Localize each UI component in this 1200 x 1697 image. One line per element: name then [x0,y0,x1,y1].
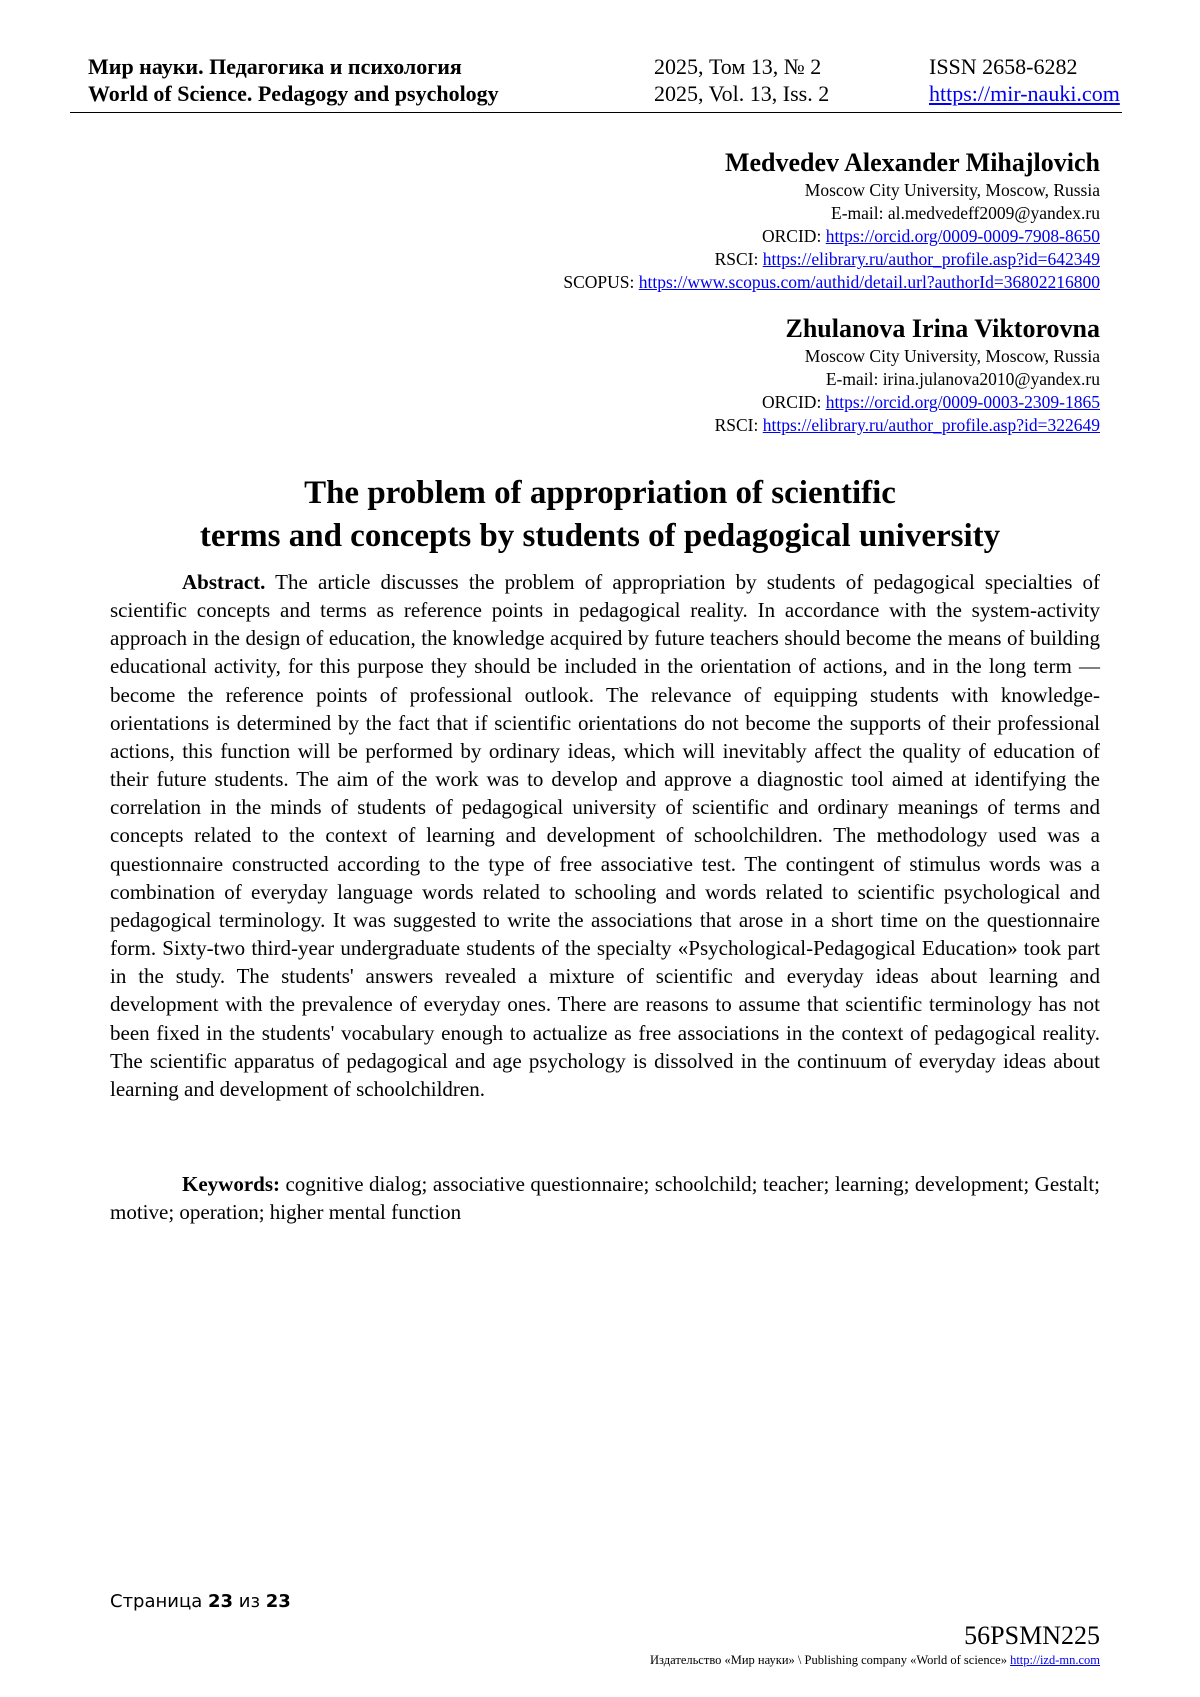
abstract-label: Abstract. [182,570,266,594]
author-email-line [200,368,1100,391]
publisher-text: Издательство «Мир науки» \ Publishing company «World of science» [650,1653,1011,1667]
author-orcid-line [200,391,1100,414]
orcid-label: ORCID: [762,226,826,246]
author-email-line [200,202,1100,225]
page-separator: из [233,1591,266,1612]
orcid-link[interactable]: https://orcid.org/0009-0009-7908-8650 [825,226,1100,246]
publisher-link[interactable]: http://izd-mn.com [1010,1653,1100,1667]
rsci-label: RSCI: [714,415,763,435]
author-name: Medvedev Alexander Mihajlovich [724,148,1100,177]
abstract [110,568,1100,1103]
keywords-text: cognitive dialog; associative questionnaire; schoolchild; teacher; learning; development; Gestalt; motive; operation; higher mental function [110,1172,1100,1224]
author-email: irina.julanova2010@yandex.ru [882,369,1100,389]
rsci-link[interactable]: https://elibrary.ru/author_profile.asp?id=642349 [762,249,1100,269]
rsci-label: RSCI: [714,249,763,269]
author-rsci-line [200,414,1100,437]
journal-title-en: World of Science. Pedagogy and psychology [88,81,499,106]
authors-block [200,147,1100,456]
journal-header [70,50,1122,113]
email-label: E-mail: [831,203,888,223]
author-email: al.medvedeff2009@yandex.ru [887,203,1100,223]
scopus-label: SCOPUS: [563,272,639,292]
author-affiliation: Moscow City University, Moscow, Russia [804,180,1100,200]
title-line-1: The problem of appropriation of scientific [304,475,896,511]
article-code: 56PSMN225 [964,1621,1100,1650]
author-affiliation: Moscow City University, Moscow, Russia [804,346,1100,366]
header-row-en [88,80,1122,108]
orcid-link[interactable]: https://orcid.org/0009-0003-2309-1865 [825,392,1100,412]
author-2 [200,313,1100,437]
keywords [110,1170,1100,1226]
orcid-label: ORCID: [762,392,826,412]
author-1 [200,147,1100,294]
issn: ISSN 2658-6282 [929,54,1078,79]
publisher-line [650,1652,1100,1668]
issue-info-en: 2025, Vol. 13, Iss. 2 [654,81,830,106]
author-rsci-line [200,248,1100,271]
issue-info-ru: 2025, Том 13, № 2 [654,54,822,79]
scopus-link[interactable]: https://www.scopus.com/authid/detail.url?authorId=36802216800 [638,272,1100,292]
page-current: 23 [207,1591,234,1612]
journal-site-link[interactable]: https://mir-nauki.com [929,81,1120,106]
rsci-link[interactable]: https://elibrary.ru/author_profile.asp?id=322649 [762,415,1100,435]
header-row-ru [88,53,1122,81]
author-name: Zhulanova Irina Viktorovna [785,314,1100,343]
email-label: E-mail: [825,369,883,389]
title-line-2: terms and concepts by students of pedagogical university [199,518,1001,554]
author-scopus-line [200,271,1100,294]
article-title [100,472,1100,558]
page-prefix: Страница [110,1591,208,1612]
journal-title-ru: Мир науки. Педагогика и психология [88,54,462,79]
keywords-label: Keywords: [182,1172,280,1196]
page-total: 23 [265,1591,291,1612]
abstract-text: The article discusses the problem of appropriation by students of pedagogical specialties of scientific concepts and terms as reference points in pedagogical reality. In accordance with the system-activity approach in the design of education, the knowledge acquired by future teachers should become the means of building educational activity, for this purpose they should be included in the orientation of actions, and in the long term — become the reference points of professional outlook. The relevance of equipping students with knowledge-orientations is determined by the fact that if scientific orientations do not become the supports of their professional actions, this function will be performed by ordinary ideas, which will inevitably affect the quality of education of their future students. The aim of the work was to develop and approve a diagnostic tool aimed at identifying the correlation in the minds of students of pedagogical university of scientific and ordinary meanings of terms and concepts related to the context of learning and development of schoolchildren. The methodology used was a questionnaire constructed according to the type of free associative test. The contingent of stimulus words was a combination of everyday language words related to schooling and words related to scientific psychological and pedagogical terminology. It was suggested to write the associations that arose in a short time on the questionnaire form. Sixty-two third-year undergraduate students of the specialty «Psychological-Pedagogical Education» took part in the study. The students' answers revealed a mixture of scientific and everyday ideas about learning and development with the prevalence of everyday ones. There are reasons to assume that scientific terminology has not been fixed in the students' vocabulary enough to actualize as free associations in the context of pedagogical reality. The scientific apparatus of pedagogical and age psychology is dissolved in the continuum of everyday ideas about learning and development of schoolchildren. [110,570,1101,1101]
page-counter [110,1590,291,1614]
author-orcid-line [200,225,1100,248]
